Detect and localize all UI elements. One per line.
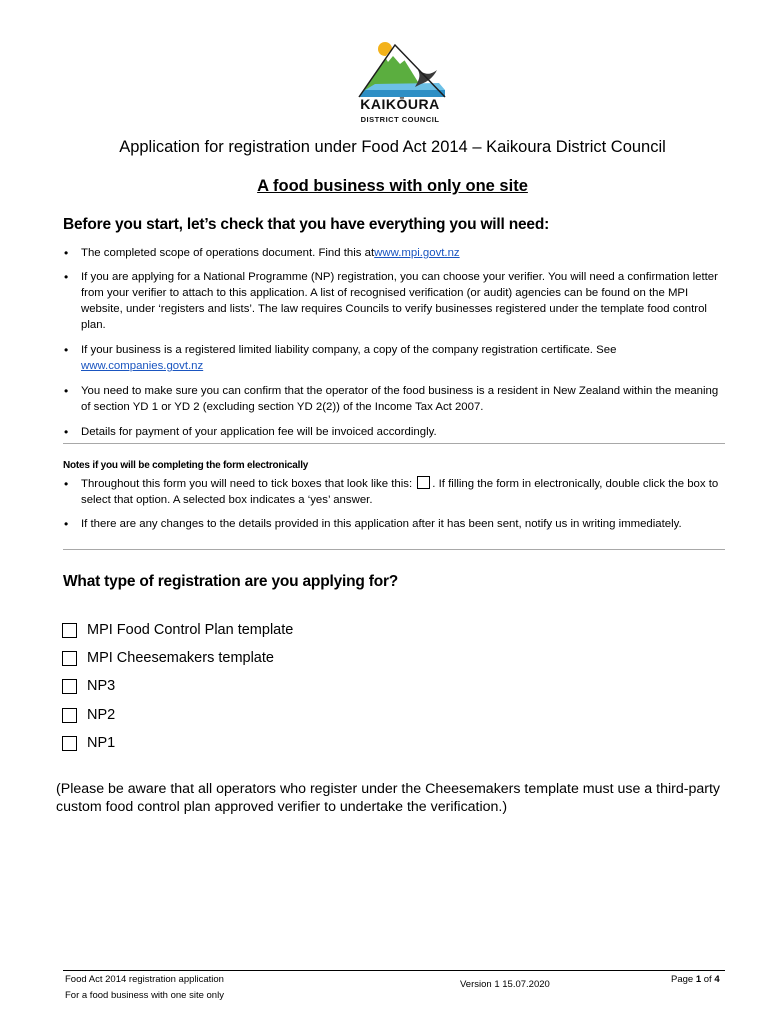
footer-doc-subtitle: For a food business with one site only bbox=[65, 990, 224, 1001]
list-item-text: If there are any changes to the details provided in this application after it has been sent, notify us in writing immediately. bbox=[81, 518, 682, 530]
before-heading: Before you start, let’s check that you have everything you will need: bbox=[63, 216, 550, 233]
option-label: NP1 bbox=[87, 735, 116, 751]
list-item bbox=[63, 269, 723, 333]
page-total: 4 bbox=[714, 974, 720, 985]
list-item bbox=[63, 342, 723, 374]
option-np2[interactable] bbox=[62, 705, 115, 725]
checkbox[interactable] bbox=[62, 623, 77, 638]
page-title: Application for registration under Food Act 2014 – Kaikoura District Council bbox=[119, 138, 666, 156]
logo-subtitle: DISTRICT COUNCIL bbox=[360, 115, 440, 124]
option-cheesemakers-template[interactable] bbox=[62, 648, 274, 668]
list-item-text: If your business is a registered limited liability company, a copy of the company registration certificate. See bbox=[81, 344, 617, 356]
checkbox[interactable] bbox=[62, 708, 77, 723]
page-of: of bbox=[701, 974, 715, 985]
list-item-text: Throughout this form you will need to tick boxes that look like this: bbox=[81, 478, 413, 490]
notes-list bbox=[63, 476, 723, 540]
option-np1[interactable] bbox=[62, 733, 115, 753]
checkbox[interactable] bbox=[62, 679, 77, 694]
mpi-link[interactable]: www.mpi.govt.nz bbox=[374, 247, 460, 259]
page-prefix: Page bbox=[671, 974, 696, 985]
footer-version: Version 1 15.07.2020 bbox=[460, 979, 550, 990]
divider bbox=[63, 549, 725, 550]
checkbox[interactable] bbox=[62, 651, 77, 666]
page-subtitle: A food business with only one site bbox=[257, 177, 528, 195]
list-item-text: . If filling the form in electronically, double click the box to select that option. A selected box indicates a ‘yes’ answer. bbox=[81, 478, 719, 506]
option-np3[interactable] bbox=[62, 676, 115, 696]
option-label: MPI Food Control Plan template bbox=[87, 622, 294, 638]
before-list bbox=[63, 245, 723, 448]
list-item-text: Details for payment of your application fee will be invoiced accordingly. bbox=[81, 426, 437, 438]
notes-heading: Notes if you will be completing the form electronically bbox=[63, 460, 309, 471]
footer-doc-title: Food Act 2014 registration application bbox=[65, 974, 224, 985]
list-item bbox=[63, 383, 723, 415]
example-tick-box bbox=[417, 476, 430, 489]
option-label: NP3 bbox=[87, 678, 116, 694]
option-label: MPI Cheesemakers template bbox=[87, 650, 274, 666]
checkbox[interactable] bbox=[62, 736, 77, 751]
list-item-text: You need to make sure you can confirm that the operator of the food business is a resident in New Zealand within the meaning of section YD 1 or YD 2 (excluding section YD 2(2)) of the Income Tax Act 2007. bbox=[81, 385, 719, 413]
list-item bbox=[63, 476, 723, 508]
list-item-text: The completed scope of operations document. Find this at bbox=[81, 247, 375, 259]
page-current: 1 bbox=[695, 974, 702, 985]
option-fcp-template[interactable] bbox=[62, 620, 293, 640]
companies-link[interactable]: www.companies.govt.nz bbox=[81, 360, 204, 372]
option-label: NP2 bbox=[87, 707, 116, 723]
list-item bbox=[63, 424, 723, 440]
logo-name: KAIKŌURA bbox=[360, 96, 440, 112]
footer-divider bbox=[63, 970, 725, 971]
divider bbox=[63, 443, 725, 444]
footer-page-number bbox=[671, 974, 720, 985]
cheesemakers-note: (Please be aware that all operators who register under the Cheesemakers template must use a third-party custom food control plan approved verifier to undertake the verification.) bbox=[56, 781, 720, 815]
list-item bbox=[63, 516, 723, 532]
list-item bbox=[63, 245, 723, 261]
registration-heading: What type of registration are you applying for? bbox=[63, 573, 399, 590]
list-item-text: If you are applying for a National Programme (NP) registration, you can choose your verifier. You will need a confirmation letter from your verifier to attach to this application. A list of recognised verification (or audit) agencies can be found on the MPI website, under ‘registers and lists’. The law requires Councils to verify businesses registered under the template food control plan. bbox=[81, 271, 718, 331]
